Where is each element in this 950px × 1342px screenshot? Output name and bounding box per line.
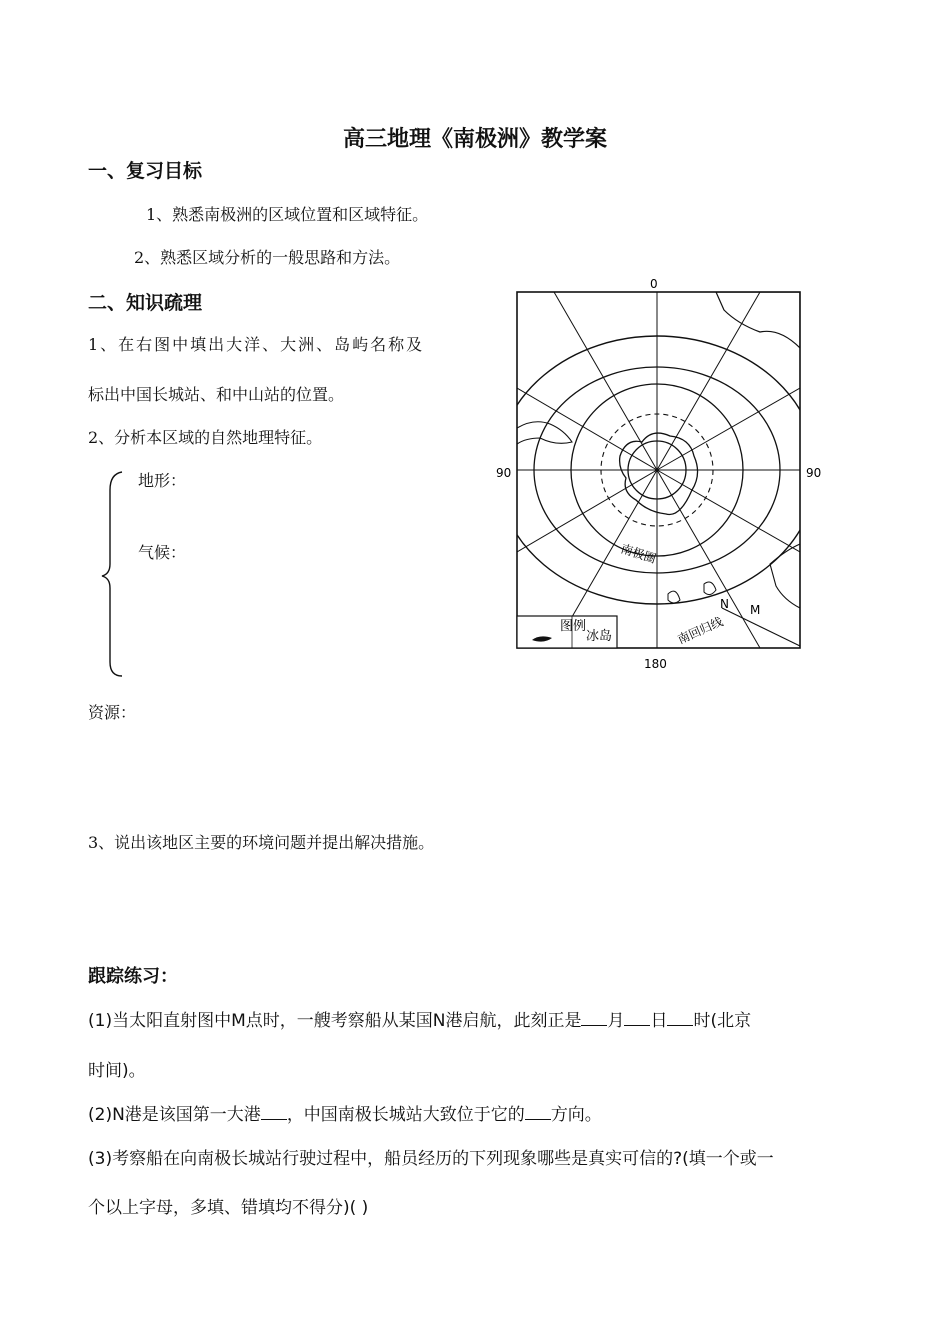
q1-text: (1)当太阳直射图中M点时，一艘考察船从某国N港启航，此刻正是 — [88, 1011, 582, 1031]
task-1-line-1: 1、在右图中填出大洋、大洲、岛屿名称及 — [88, 335, 425, 354]
question-1-line-1 — [88, 1006, 751, 1031]
task-1-line-2: 标出中国长城站、和中山站的位置。 — [88, 385, 345, 404]
task-3: 3、说出该地区主要的环境问题并提出解决措施。 — [88, 833, 435, 852]
practice-heading: 跟踪练习： — [88, 966, 178, 987]
label-90-right: 90 — [806, 466, 822, 480]
q1-month: 月 — [607, 1011, 625, 1031]
section-heading-knowledge: 二、知识疏理 — [88, 292, 203, 314]
question-3-line-1: (3)考察船在向南极长城站行驶过程中，船员经历的下列现象哪些是真实可信的?(填一个或一 — [88, 1149, 774, 1169]
q1-blank-hour[interactable] — [667, 1011, 693, 1026]
terrain-label: 地形： — [138, 471, 187, 490]
antarctica-map — [480, 268, 840, 678]
label-90-left: 90 — [496, 466, 512, 480]
q1-day: 日 — [650, 1011, 668, 1031]
q2-text-a: (2)N港是该国第一大港 — [88, 1105, 261, 1125]
q1-blank-day[interactable] — [624, 1011, 650, 1026]
label-0: 0 — [650, 277, 658, 291]
question-2 — [88, 1100, 602, 1125]
question-3-line-2: 个以上字母，多填、错填均不得分)( ) — [88, 1198, 369, 1218]
resources-label: 资源： — [88, 703, 137, 722]
objective-item-1: 1、熟悉南极洲的区域位置和区域特征。 — [146, 205, 429, 224]
q2-blank-2[interactable] — [525, 1105, 551, 1120]
legend-title: 图例 — [560, 619, 587, 634]
point-n: N — [720, 597, 729, 611]
question-1-line-2: 时间)。 — [88, 1061, 146, 1081]
q1-hour: 时(北京 — [693, 1011, 752, 1031]
q1-blank-month[interactable] — [581, 1011, 607, 1026]
task-2: 2、分析本区域的自然地理特征。 — [88, 428, 323, 447]
curly-brace — [100, 470, 126, 678]
section-heading-objectives: 一、复习目标 — [88, 160, 203, 182]
q2-text-c: 方向。 — [550, 1105, 602, 1125]
point-m: M — [750, 603, 761, 617]
page-title: 高三地理《南极洲》教学案 — [342, 127, 607, 152]
legend-item: 冰岛 — [586, 629, 613, 644]
objective-item-2: 2、熟悉区域分析的一般思路和方法。 — [134, 248, 401, 267]
label-180: 180 — [644, 657, 667, 671]
tropic-label: 南回归线 — [675, 614, 726, 647]
q2-blank-1[interactable] — [261, 1105, 287, 1120]
antarctic-circle-label: 南极圈 — [619, 541, 658, 566]
q2-text-b: ，中国南极长城站大致位于它的 — [286, 1105, 525, 1125]
climate-label: 气候： — [138, 543, 187, 562]
